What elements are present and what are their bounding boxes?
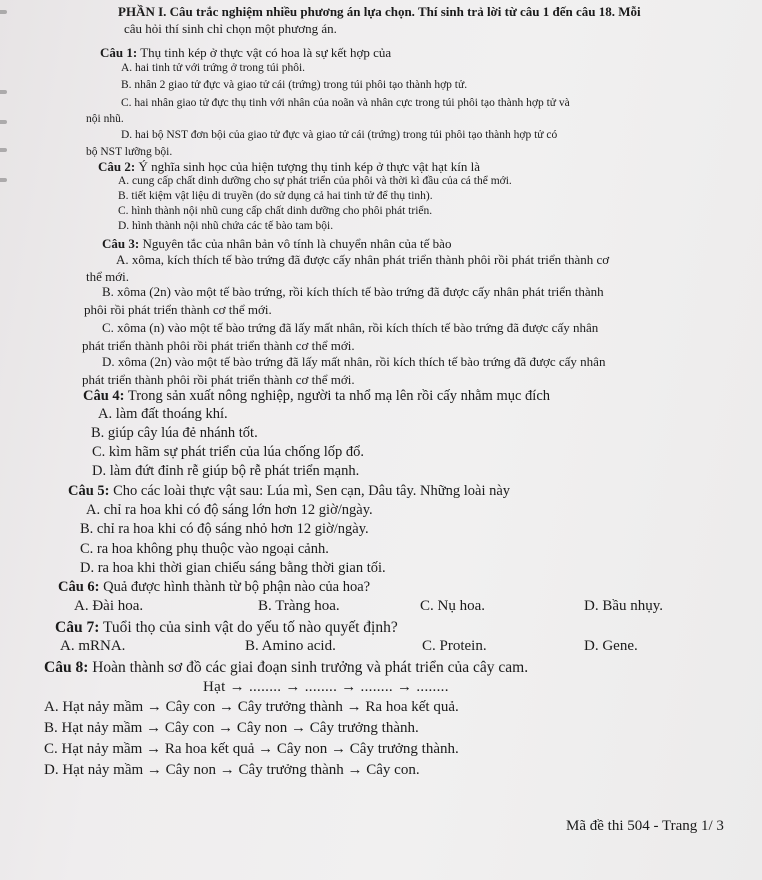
question-6-text: Quả được hình thành từ bộ phận nào của hoa?: [103, 579, 371, 595]
q3-option-c: C. xôma (n) vào một tế bào trứng đã lấy mất nhân, rồi kích thích tế bào trứng đã được cấy nhân: [102, 320, 599, 335]
question-3-text: Nguyên tắc của nhân bản vô tính là chuyển nhân của tế bào: [142, 236, 452, 251]
q2-option-d: D. hình thành nội nhũ chứa các tế bào tam bội.: [118, 220, 334, 232]
q6-option-c: C. Nụ hoa.: [420, 598, 485, 614]
q2-option-c: C. hình thành nội nhũ cung cấp chất dinh dưỡng cho phôi phát triển.: [118, 205, 433, 217]
instruction-line-1: Câu trắc nghiệm nhiều phương án lựa chọn. Thí sinh trả lời từ câu 1 đến câu 18. Mỗi: [169, 4, 641, 19]
page-footer: Mã đề thi 504 - Trang 1/ 3: [566, 818, 724, 834]
q3-option-b-cont: phôi rồi phát triển thành cơ thể mới.: [84, 302, 272, 317]
q4-option-d: D. làm đứt đỉnh rễ giúp bộ rễ phát triển mạnh.: [92, 463, 360, 479]
q3-option-b: B. xôma (2n) vào một tế bào trứng, rồi kích thích tế bào trứng đã được cấy nhân phát triển thành: [102, 284, 604, 299]
question-4-label: Câu 4:: [83, 388, 125, 404]
q4-option-c: C. kìm hãm sự phát triển của lúa chống lốp đổ.: [92, 444, 365, 460]
spiral-binding-mark: [0, 10, 7, 14]
part-label: PHẦN I.: [118, 4, 167, 19]
q4-option-b: B. giúp cây lúa đẻ nhánh tốt.: [91, 425, 258, 441]
q1-option-a: A. hai tinh tử với trứng ở trong túi phôi.: [121, 62, 306, 74]
question-8-label: Câu 8:: [44, 659, 89, 676]
instruction-line-2: câu hỏi thí sinh chỉ chọn một phương án.: [124, 21, 337, 36]
q4-option-a: A. làm đất thoáng khí.: [98, 406, 228, 422]
question-2-stem: [98, 160, 480, 173]
question-2-text: Ý nghĩa sinh học của hiện tượng thụ tinh kép ở thực vật hạt kín là: [138, 159, 481, 174]
q5-option-a: A. chỉ ra hoa khi có độ sáng lớn hơn 12 giờ/ngày.: [86, 502, 373, 518]
q3-option-d-cont: phát triển thành phôi rồi phát triển thành cơ thể mới.: [82, 372, 355, 387]
question-3-label: Câu 3:: [102, 236, 140, 251]
question-7-stem: [55, 620, 398, 636]
question-3-stem: [102, 237, 451, 250]
question-1-stem: [100, 46, 391, 59]
growth-stage-diagram: Hạt → ........ → ........ → ........ → ........: [203, 679, 449, 695]
question-4-stem: [83, 389, 550, 404]
q8-option-d: D. Hạt nảy mầm → Cây non → Cây trưởng thành → Cây con.: [44, 762, 420, 778]
question-4-text: Trong sản xuất nông nghiệp, người ta nhổ mạ lên rồi cấy nhằm mục đích: [127, 388, 551, 404]
q1-option-c: C. hai nhân giao tử đực thụ tinh với nhân của noãn và nhân cực trong túi phôi tạo thành hợp tử và: [121, 97, 570, 109]
question-1-text: Thụ tinh kép ở thực vật có hoa là sự kết hợp của: [140, 45, 392, 60]
q7-option-c: C. Protein.: [422, 638, 487, 654]
q2-option-a: A. cung cấp chất dinh dưỡng cho sự phát triển của phôi và thời kì đầu của cá thể mới.: [118, 175, 512, 187]
q3-option-a: A. xôma, kích thích tế bào trứng đã được cấy nhân phát triển thành phôi rồi phát triển thành cơ: [116, 252, 610, 267]
q5-option-c: C. ra hoa không phụ thuộc vào ngoại cảnh.: [80, 541, 329, 557]
q7-option-a: A. mRNA.: [60, 638, 126, 654]
q7-option-d: D. Gene.: [584, 638, 638, 654]
question-6-label: Câu 6:: [58, 579, 100, 595]
q1-option-d-cont: bộ NST lưỡng bội.: [86, 146, 173, 158]
q8-option-c: C. Hạt nảy mầm → Ra hoa kết quả → Cây non → Cây trưởng thành.: [44, 741, 459, 757]
q1-option-b: B. nhân 2 giao tử đực và giao tử cái (trứng) trong túi phôi tạo thành hợp tử.: [121, 79, 468, 91]
question-5-label: Câu 5:: [68, 483, 110, 499]
question-7-label: Câu 7:: [55, 619, 100, 636]
q8-option-a: A. Hạt nảy mầm → Cây con → Cây trưởng thành → Ra hoa kết quả.: [44, 699, 459, 715]
question-6-stem: [58, 580, 370, 595]
q6-option-a: A. Đài hoa.: [74, 598, 144, 614]
q3-option-c-cont: phát triển thành phôi rồi phát triển thành cơ thể mới.: [82, 338, 355, 353]
part-instruction: [118, 5, 641, 18]
question-7-text: Tuổi thọ của sinh vật do yếu tố nào quyết định?: [102, 619, 398, 636]
q6-option-d: D. Bầu nhụy.: [584, 598, 664, 614]
spiral-binding-mark: [0, 120, 7, 124]
spiral-binding-mark: [0, 178, 7, 182]
q3-option-d: D. xôma (2n) vào một tế bào trứng đã lấy mất nhân, rồi kích thích tế bào trứng đã được cấy nhân: [102, 354, 606, 369]
spiral-binding-mark: [0, 148, 7, 152]
question-8-text: Hoàn thành sơ đồ các giai đoạn sinh trưởng và phát triển của cây cam.: [92, 659, 529, 676]
q5-option-b: B. chỉ ra hoa khi có độ sáng nhỏ hơn 12 giờ/ngày.: [80, 521, 369, 537]
question-8-stem: [44, 660, 528, 676]
question-1-label: Câu 1:: [100, 45, 138, 60]
q7-option-b: B. Amino acid.: [245, 638, 336, 654]
q2-option-b: B. tiết kiệm vật liệu di truyền (do sử dụng cả hai tinh tử để thụ tinh).: [118, 190, 433, 202]
q1-option-d: D. hai bộ NST đơn bội của giao tử đực và giao tử cái (trứng) trong túi phôi tạo thành hợp tử có: [121, 129, 558, 141]
question-5-text: Cho các loài thực vật sau: Lúa mì, Sen cạn, Dâu tây. Những loài này: [113, 483, 511, 499]
q1-option-c-cont: nội nhũ.: [86, 113, 124, 125]
question-5-stem: [68, 484, 510, 499]
spiral-binding-mark: [0, 90, 7, 94]
q3-option-a-cont: thể mới.: [86, 269, 129, 284]
q8-option-b: B. Hạt nảy mầm → Cây con → Cây non → Cây trưởng thành.: [44, 720, 419, 736]
question-2-label: Câu 2:: [98, 159, 136, 174]
q6-option-b: B. Tràng hoa.: [258, 598, 340, 614]
q5-option-d: D. ra hoa khi thời gian chiếu sáng bằng thời gian tối.: [80, 560, 386, 576]
